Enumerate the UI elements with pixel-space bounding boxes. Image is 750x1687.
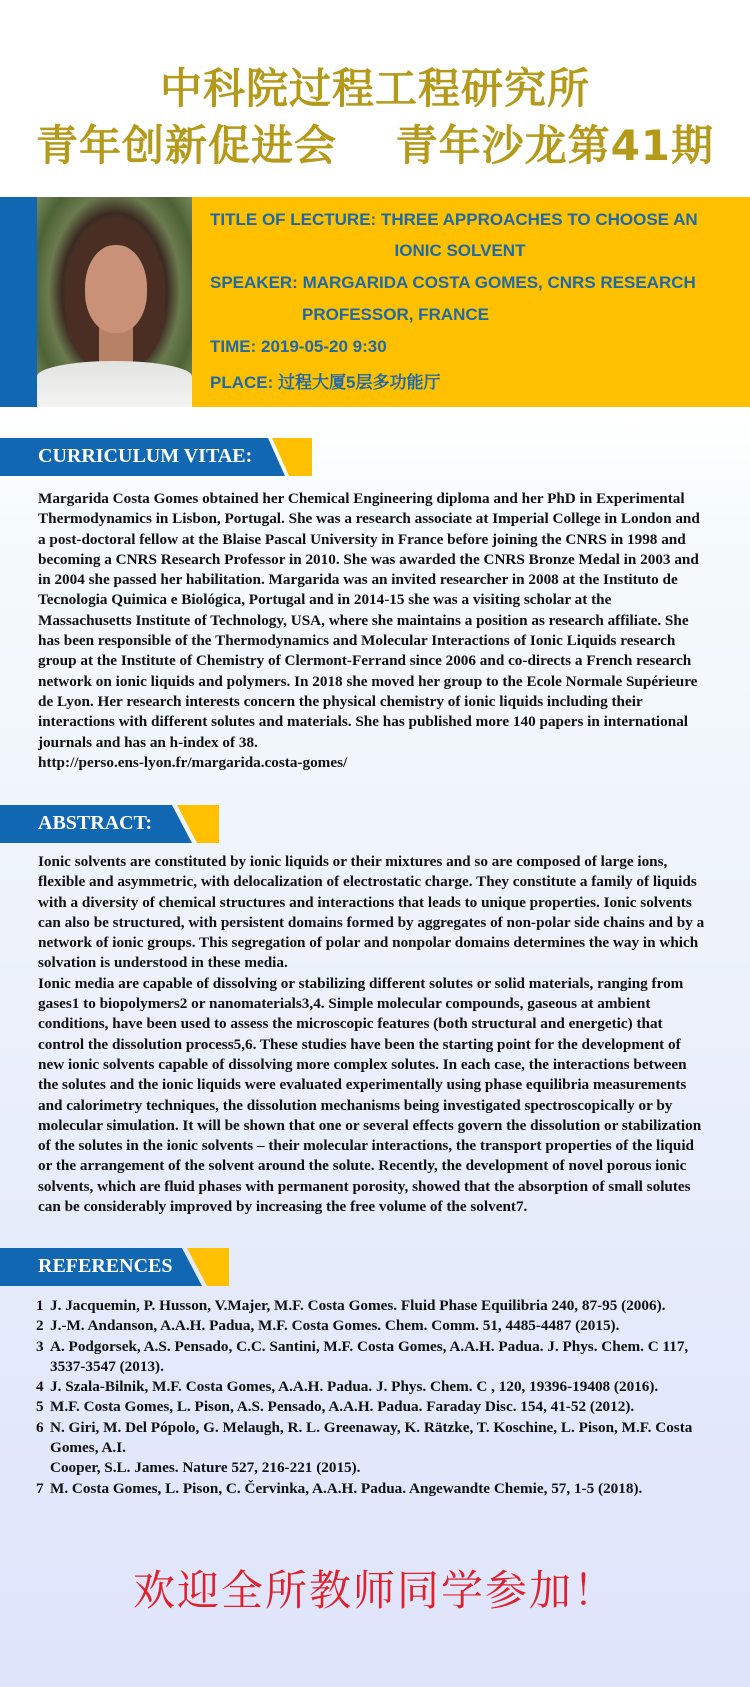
abstract-paragraph-2: Ionic media are capable of dissolving or stabilizing different solutes or solid materials, ranging from gases1 to biopolymers2 or nanomaterials3,4. Simple molecular compounds, gaseous at ambient conditions, have been used to assess the microscopic features (both structural and energetic) that control the dissolution process5,6. These studies have been the starting point for the development of new ionic solvents capable of dissolving more complex solutes. In each case, the interactions between the solutes and the ionic liquids were evaluated experimentally using phase equilibria measurements and calorimetry techniques, the dissolution mechanisms being investigated spectroscopically or by molecular simulation. It will be shown that one or several effects govern the dissolution or stabilization of the solutes in the ionic solvents – their molecular interactions, the transport properties of the liquid or the arrangement of the solvent around the solute. Recently, the development of novel porous ionic solvents, which are fluid phases with permanent porosity, showed that the absorption of small solutes can be considerably improved by increasing the free volume of the solvent7. [38,974,702,1216]
reference-item [36,1316,716,1336]
reference-text-continuation: Cooper, S.L. James. Nature 527, 216-221 (2015). [50,1459,361,1477]
reference-number: 2 [36,1317,44,1335]
reference-item [36,1418,716,1479]
banner-accent-strip [0,197,37,407]
speaker-line2: PROFESSOR, FRANCE [302,305,490,324]
closing-invitation: 欢迎全所教师同学参加！ [132,1566,617,1615]
reference-number: 1 [36,1297,44,1314]
references-heading: REFERENCES [38,1255,173,1277]
reference-item [36,1377,716,1397]
reference-number: 7 [36,1479,44,1497]
reference-text: M.F. Costa Gomes, L. Pison, A.S. Pensado, A.A.H. Padua. Faraday Disc. 154, 41-52 (2012). [50,1398,635,1416]
references-list [36,1296,716,1499]
reference-item [36,1337,716,1378]
abstract-paragraph-1: Ionic solvents are constituted by ionic liquids or their mixtures and so are composed of large ions, flexible and asymmetric, with delocalization of electrostatic charge. They constitute a family of liquids with a diversity of chemical structures and interactions that leads to unique properties. Ionic solvents can also be structured, with persistent domains formed by aggregates of non-polar side chains and by a network of ionic groups. This segregation of polar and nonpolar domains determines the way in which solvation is understood in these media. [38,853,705,972]
reference-item [36,1479,716,1499]
cv-body [38,489,706,773]
speaker-line1: SPEAKER: MARGARIDA COSTA GOMES, CNRS RESEARCH [210,273,696,292]
lecture-title-line2: IONIC SOLVENT [394,241,526,260]
reference-number: 6 [36,1418,44,1436]
reference-number: 5 [36,1398,44,1416]
cv-link[interactable]: http://perso.ens-lyon.fr/margarida.costa-gomes/ [38,753,348,771]
reference-item [36,1397,716,1417]
cv-text: Margarida Costa Gomes obtained her Chemical Engineering diploma and her PhD in Experimental Thermodynamics in Lisbon, Portugal. She was a research associate at Imperial College in London and a post-doctoral fellow at the Blaise Pascal University in France before joining the CNRS in 1998 and becoming a CNRS Research Professor in 2010. She was awarded the CNRS Bronze Medal in 2003 and in 2004 she passed her habilitation. Margarida was an invited researcher in 2008 at the Instituto de Tecnologia Quimica e Biológica, Portugal and in 2014-15 she was a visiting scholar at the Massachusetts Institute of Technology, USA, where she maintains a position as research affiliate. She has been responsible of the Thermodynamics and Molecular Interactions of Ionic Liquids research group at the Institute of Chemistry of Clermont-Ferrand since 2006 and co-directs a French research network on ionic liquids and polymers. In 2018 she moved her group to the Ecole Normale Supérieure de Lyon. Her research interests concern the physical chemistry of ionic liquids including their interactions with different solutes and materials. She has published more 140 papers in international journals and has an h-index of 38. [38,490,700,751]
speaker-photo [37,197,192,407]
reference-item [36,1296,716,1316]
reference-text: N. Giri, M. Del Pópolo, G. Melaugh, R. L. Greenaway, K. Rätzke, T. Koschine, L. Pison, M.F. Costa Gomes, A.I. [50,1418,693,1457]
reference-text: A. Podgorsek, A.S. Pensado, C.C. Santini, M.F. Costa Gomes, A.A.H. Padua. J. Phys. Chem. C 117, 3537-3547 (2013). [50,1337,689,1375]
lecture-place: PLACE: 过程大厦5层多功能厅 [210,373,441,392]
reference-number: 3 [36,1337,44,1355]
photo-face [85,245,147,333]
lecture-time: TIME: 2019-05-20 9:30 [210,337,387,356]
reference-text: J. Jacquemin, P. Husson, V.Majer, M.F. Costa Gomes. Fluid Phase Equilibria 240, 87-95 (2006). [50,1297,666,1314]
reference-text: M. Costa Gomes, L. Pison, C. Červinka, A.A.H. Padua. Angewandte Chemie, 57, 1-5 (2018). [50,1479,643,1497]
reference-text: J. Szala-Bilnik, M.F. Costa Gomes, A.A.H. Padua. J. Phys. Chem. C , 120, 19396-19408 (2016). [50,1378,659,1396]
reference-number: 4 [36,1378,44,1396]
lecture-title-line1: TITLE OF LECTURE: THREE APPROACHES TO CHOOSE AN [210,210,698,229]
poster-title-line2: 青年创新促进会 青年沙龙第41期 [35,121,715,170]
poster-title-line1: 中科院过程工程研究所 [159,64,590,113]
abstract-heading: ABSTRACT: [38,812,153,834]
cv-heading: CURRICULUM VITAE: [38,445,253,467]
reference-text: J.-M. Andanson, A.A.H. Padua, M.F. Costa Gomes. Chem. Comm. 51, 4485-4487 (2015). [50,1317,620,1335]
photo-shirt [37,361,192,407]
abstract-body [38,852,706,1217]
speaker-banner [0,197,750,407]
